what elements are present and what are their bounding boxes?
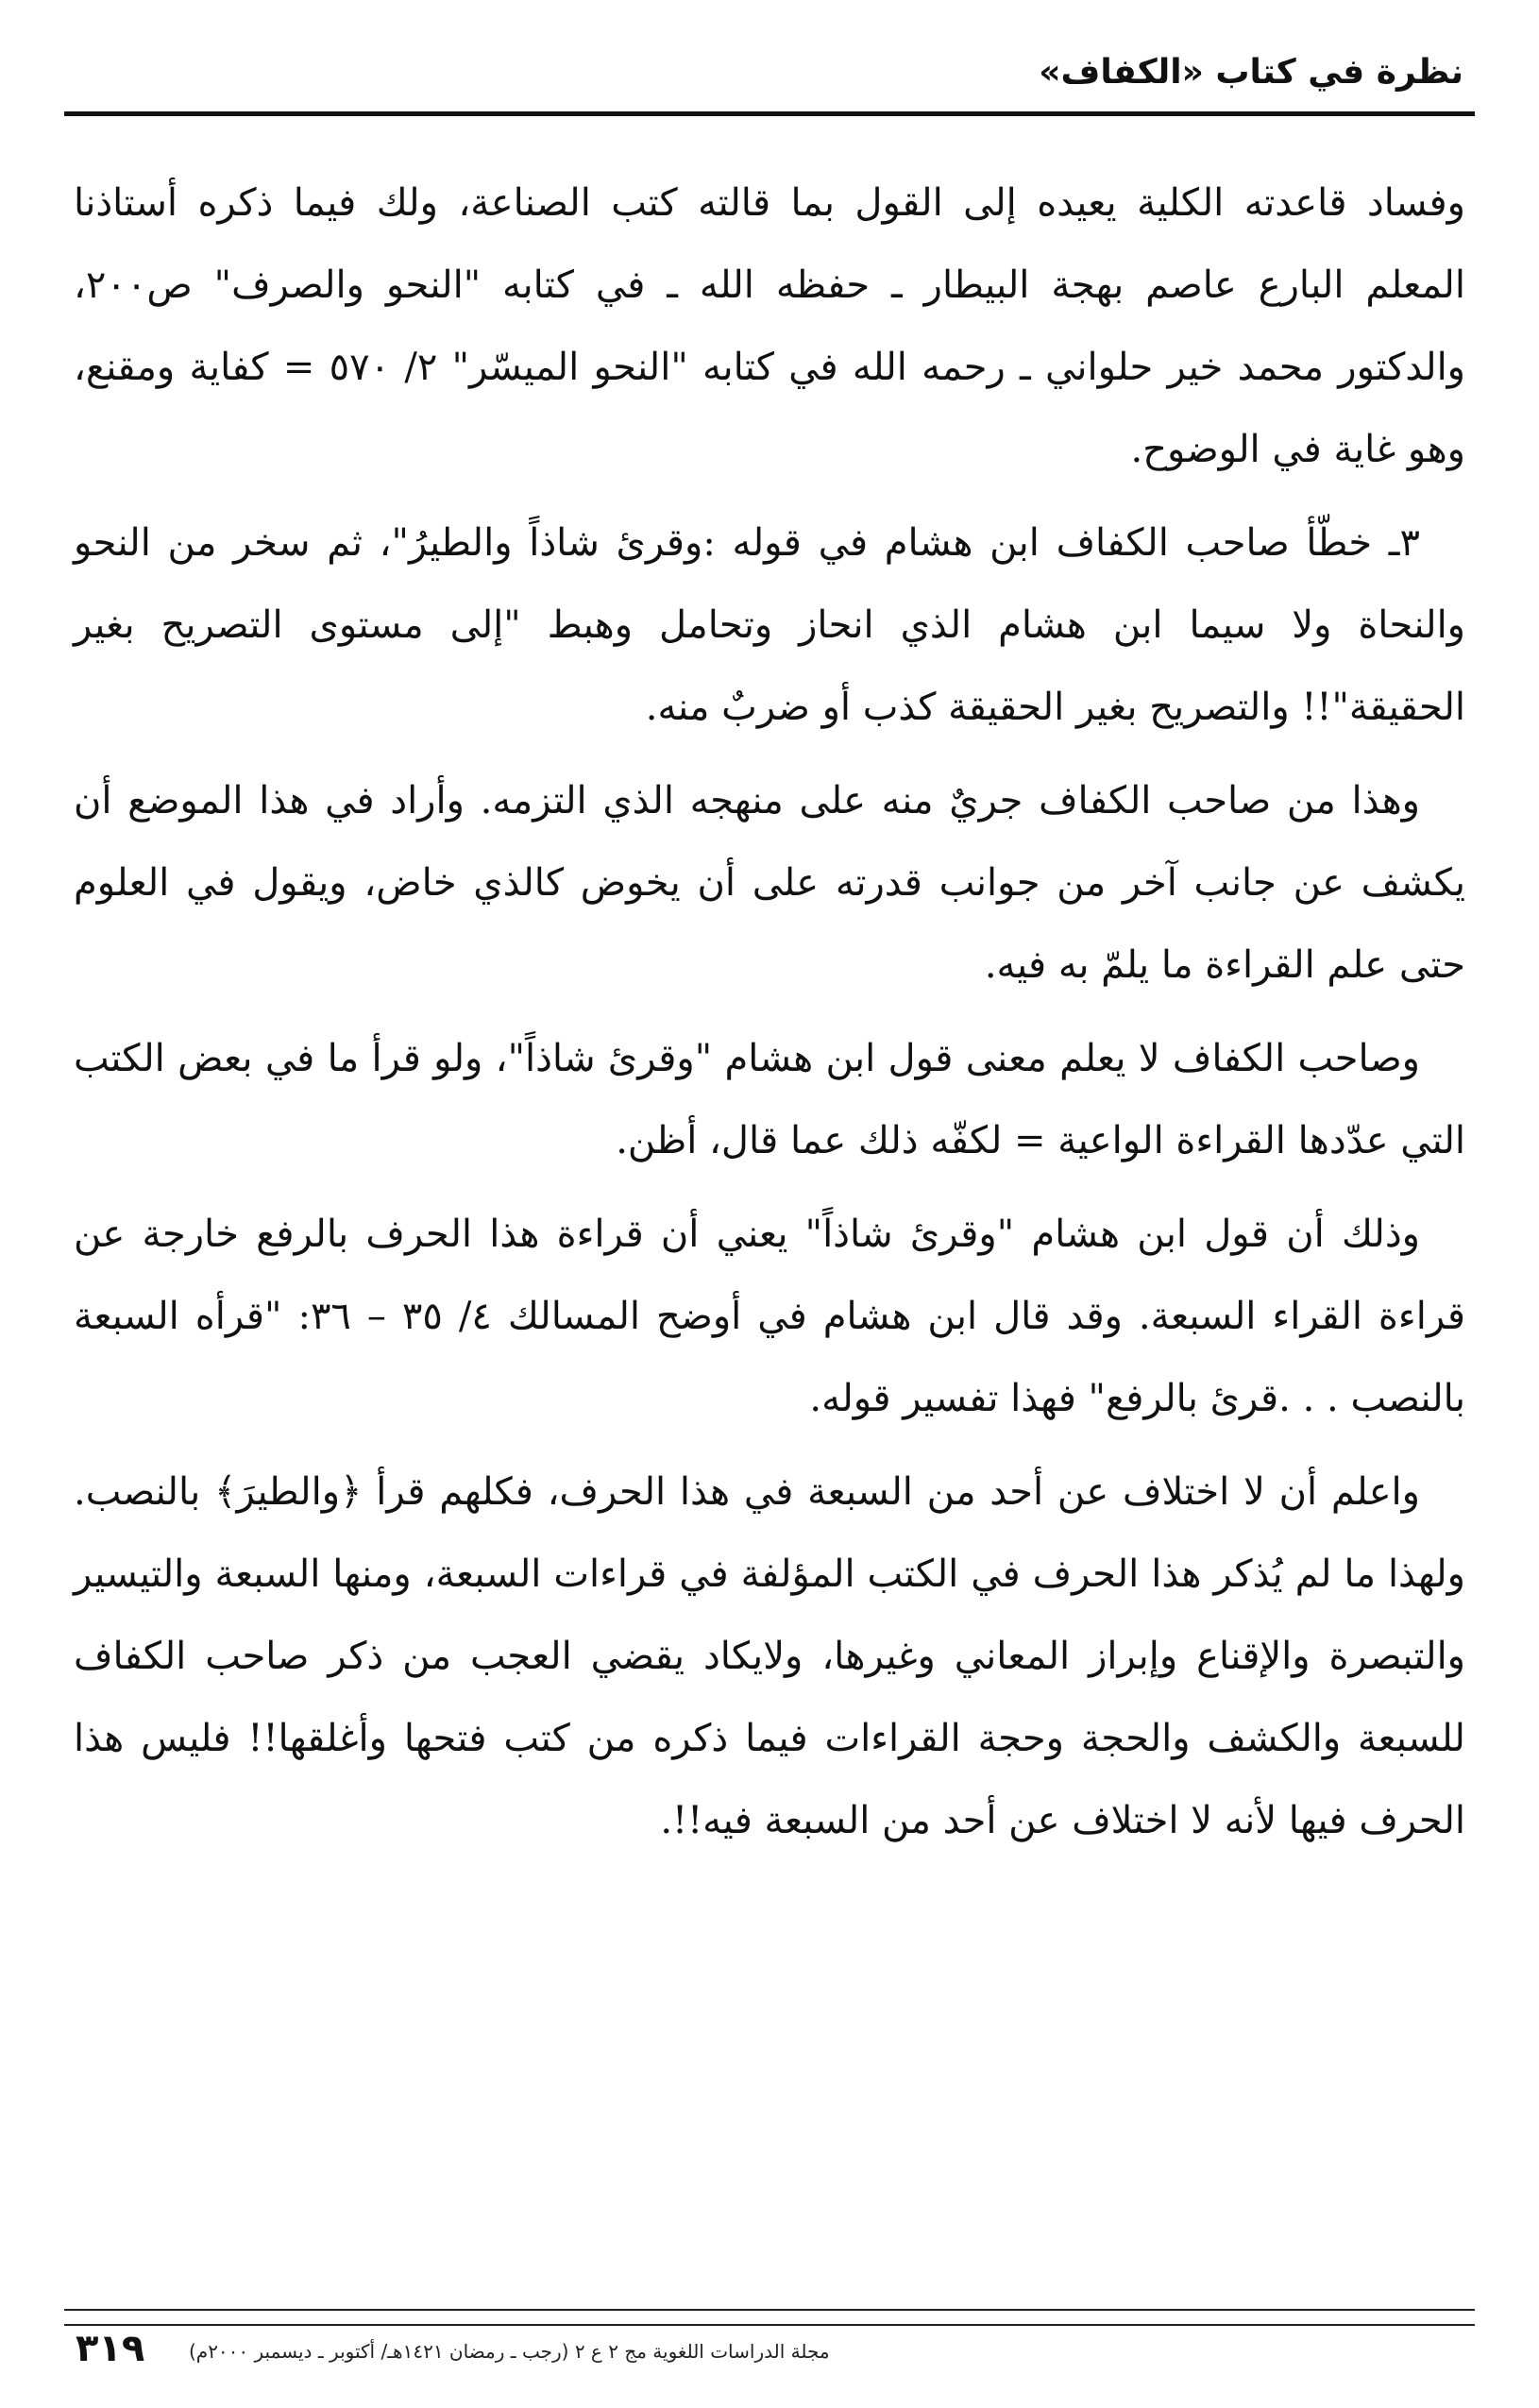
page-footer bbox=[76, 2327, 1463, 2389]
body-text bbox=[74, 162, 1465, 1874]
header-rule bbox=[64, 111, 1475, 116]
footer-double-rule bbox=[64, 2309, 1475, 2326]
paragraph-2: ٣ـ خطّأ صاحب الكفاف ابن هشام في قوله :وقرئ شاذاً والطيرُ"، ثم سخر من النحو والنحاة ولا سيما ابن هشام الذي انحاز وتحامل وهبط "إلى مستوى التصريح بغير الحقيقة"!! والتصريح بغير الحقيقة كذب أو ضربٌ منه. bbox=[74, 521, 1465, 729]
paragraph-4: وصاحب الكفاف لا يعلم معنى قول ابن هشام "وقرئ شاذاً"، ولو قرأ ما في بعض الكتب التي عدّدها القراءة الواعية = لكفّه ذلك عما قال، أظن. bbox=[74, 1037, 1465, 1162]
page-number: ٣١٩ bbox=[76, 2327, 145, 2370]
paragraph-5: وذلك أن قول ابن هشام "وقرئ شاذاً" يعني أن قراءة هذا الحرف بالرفع خارجة عن قراءة القراء السبعة. وقد قال ابن هشام في أوضح المسالك ٤/ ٣٥ – ٣٦: "قرأه السبعة بالنصب . . .قرئ بالرفع" فهذا تفسير قوله. bbox=[74, 1212, 1466, 1420]
paragraph-3: وهذا من صاحب الكفاف جريٌ منه على منهجه الذي التزمه. وأراد في هذا الموضع أن يكشف عن جانب آخر من جوانب قدرته على أن يخوض كالذي خاض، ويقول في العلوم حتى علم القراءة ما يلمّ به فيه. bbox=[74, 779, 1465, 987]
paragraph-6: واعلم أن لا اختلاف عن أحد من السبعة في هذا الحرف، فكلهم قرأ ﴿والطيرَ﴾ بالنصب. ولهذا ما لم يُذكر هذا الحرف في الكتب المؤلفة في قراءات السبعة، ومنها السبعة والتيسير والتبصرة والإقناع وإبراز المعاني وغيرها، ولايكاد يقضي العجب من ذكر صاحب الكفاف للسبعة والكشف والحجة وحجة القراءات فيما ذكره من كتب فتحها وأغلقها!! فليس هذا الحرف فيها لأنه لا اختلاف عن أحد من السبعة فيه!!. bbox=[74, 1470, 1465, 1842]
paragraph-1: وفساد قاعدته الكلية يعيده إلى القول بما قالته كتب الصناعة، ولك فيما ذكره أستاذنا المعلم البارع عاصم بهجة البيطار ـ حفظه الله ـ في كتابه "النحو والصرف" ص٢٠٠، والدكتور محمد خير حلواني ـ رحمه الله في كتابه "النحو الميسّر" ٢/ ٥٧٠ = كفاية ومقنع، وهو غاية في الوضوح. bbox=[74, 181, 1465, 471]
running-header-title: نظرة في كتاب «الكفاف» bbox=[1039, 53, 1463, 92]
journal-citation: مجلة الدراسات اللغوية مج ٢ ع ٢ (رجب ـ رمضان ١٤٢١هـ/ أكتوبر ـ ديسمبر ٢٠٠٠م) bbox=[189, 2340, 830, 2363]
